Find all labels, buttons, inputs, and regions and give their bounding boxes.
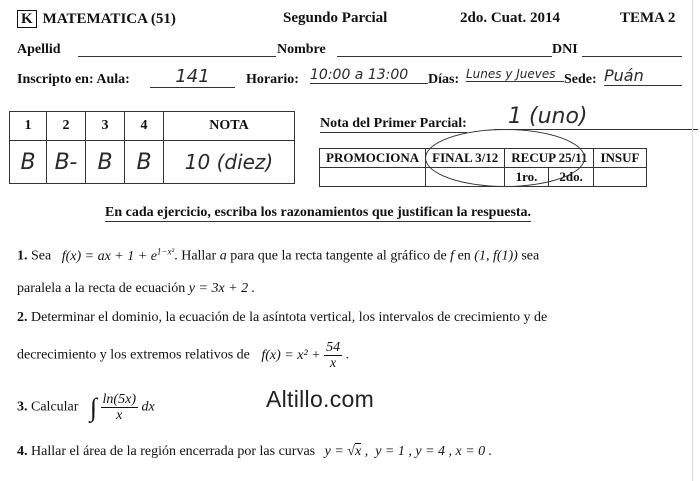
status-promociona: PROMOCIONA	[320, 149, 426, 168]
exam-name: Segundo Parcial	[283, 10, 388, 26]
q2-number: 2.	[17, 310, 28, 325]
nombre-line	[337, 56, 552, 57]
status-recup-2do: 2do.	[548, 168, 594, 187]
integral-sign: ∫	[89, 392, 98, 422]
grade-header-2: 2	[47, 112, 86, 141]
sede-value: Puán	[604, 66, 682, 86]
question-1-line-2: paralela a la recta de ecuación y = 3x + 2 .	[17, 281, 256, 296]
status-final: FINAL 3/12	[426, 149, 505, 168]
course-header	[17, 10, 176, 28]
grade-value-4: B	[125, 141, 164, 184]
k-box: K	[17, 10, 37, 28]
q2-function: f(x) = x² +	[261, 347, 325, 363]
page-edge	[692, 0, 693, 481]
q1-function: f(x) = ax + $1 + e^{1-x^2}$	[54, 246, 175, 264]
dni-line	[582, 56, 682, 57]
aula-value: 141	[150, 66, 235, 88]
grade-header-1: 1	[10, 112, 47, 141]
grades-value-row	[10, 141, 295, 184]
grades-table	[9, 111, 295, 184]
apellido-label: Apellid	[17, 42, 61, 57]
apellido-line	[78, 56, 276, 57]
horario-label: Horario:	[246, 72, 299, 87]
status-insuf-cell	[594, 168, 646, 187]
inscripto-label: Inscripto en: Aula:	[17, 72, 130, 87]
grade-value-3: B	[86, 141, 125, 184]
grade-value-nota: 10 (diez)	[164, 141, 295, 184]
horario-value: 10:00 a 13:00	[310, 67, 428, 84]
nombre-label: Nombre	[277, 42, 326, 57]
primer-parcial-value: 1 (uno)	[494, 104, 698, 130]
status-recup: RECUP 25/11	[505, 149, 594, 168]
q4-number: 4.	[17, 444, 28, 459]
question-2-line-1: 2. Determinar el dominio, la ecuación de la asíntota vertical, los intervalos de crecimiento y de	[17, 310, 548, 325]
sede-label: Sede:	[564, 72, 597, 87]
primer-parcial-label: Nota del Primer Parcial:	[320, 116, 467, 131]
exam-term: 2do. Cuat. 2014	[460, 10, 561, 26]
dias-value: Lunes y Jueves	[466, 67, 564, 82]
question-1-line-1: 1. Sea f(x) = ax + $1 + e^{1-x^2}$. Hallar a para que la recta tangente al gráfico de f en (1, f(1)) sea	[17, 246, 540, 264]
status-recup-1ro: 1ro.	[505, 168, 549, 187]
question-4: 4. Hallar el área de la región encerrada por las curvas y = √x , y = 1 , y = 4 , x = 0 .	[17, 444, 493, 459]
grades-header-row	[10, 112, 295, 141]
q3-number: 3.	[17, 399, 28, 415]
grade-value-1: B	[10, 141, 47, 184]
question-2-line-2: decrecimiento y los extremos relativos de f(x) = x² + $\frac{54}{x}$ .	[17, 340, 350, 371]
grade-header-4: 4	[125, 112, 164, 141]
grade-header-3: 3	[86, 112, 125, 141]
dias-label: Días:	[428, 72, 460, 87]
grade-header-nota: NOTA	[164, 112, 295, 141]
altillo-watermark: Altillo.com	[266, 386, 375, 412]
q3-fraction: $\frac{\ln(5x)}{x}$	[102, 392, 136, 423]
q1-number: 1.	[17, 248, 28, 264]
instruction: En cada ejercicio, escriba los razonamientos que justifican la respuesta.	[105, 205, 532, 220]
q2-fraction: $\frac{54}{x}$	[326, 340, 341, 371]
circled-mark	[425, 129, 585, 187]
q4-sqrt-curve: y = √x ,	[324, 444, 376, 459]
grade-value-2: B-	[47, 141, 86, 184]
course-name: MATEMATICA (51)	[42, 11, 176, 27]
dni-label: DNI	[552, 42, 578, 57]
question-3: 3. Calcular ∫ $\frac{\ln(5x)}{x}$ dx	[17, 392, 155, 423]
status-insuf: INSUF	[594, 149, 646, 168]
exam-tema: TEMA 2	[620, 10, 676, 26]
status-promociona-cell	[320, 168, 426, 187]
